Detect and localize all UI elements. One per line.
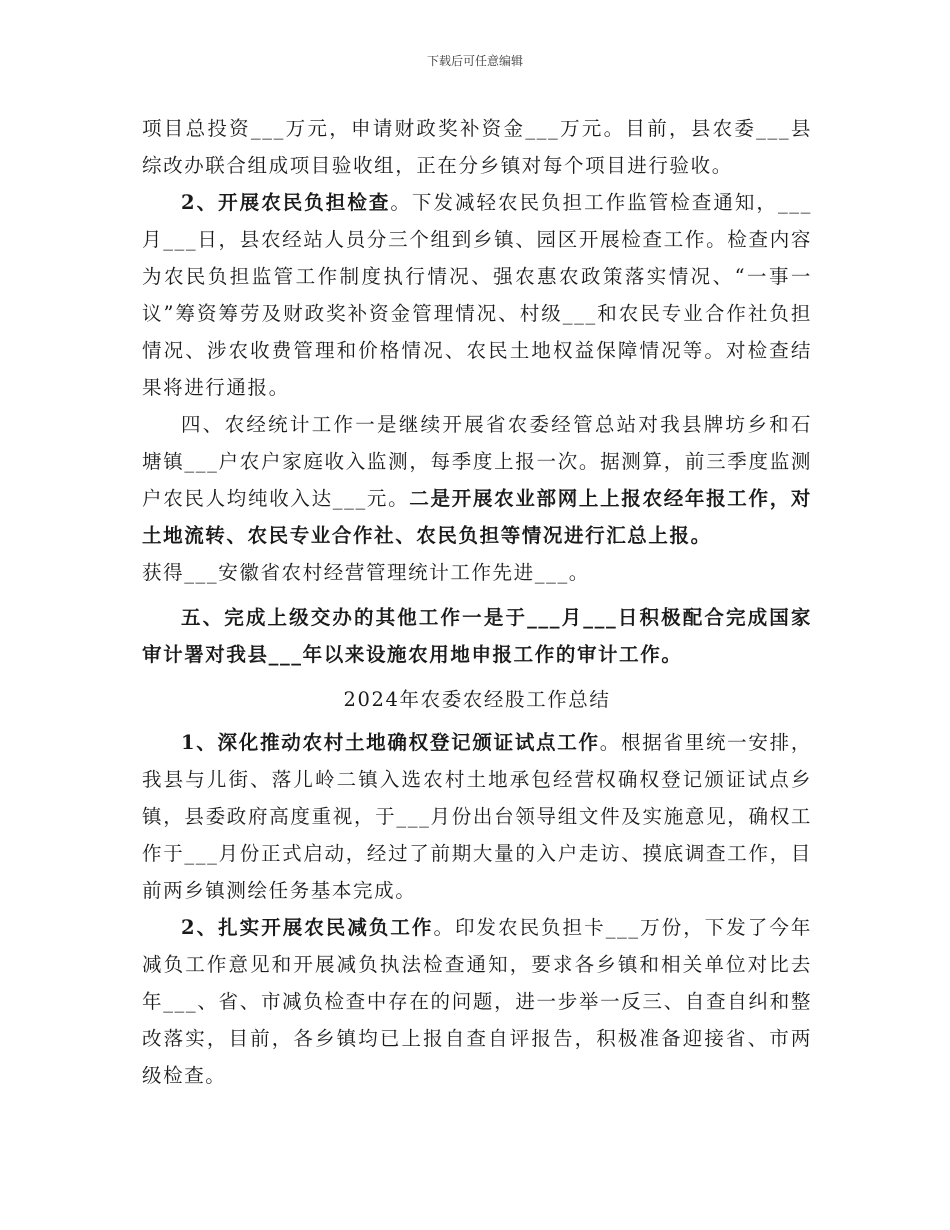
paragraph-4 <box>142 599 812 673</box>
page-header: 下载后可任意编辑 <box>426 54 523 68</box>
paragraph-6 <box>142 909 812 1094</box>
paragraph-6-heading: 2、扎实开展农民减负工作 <box>181 916 434 939</box>
paragraph-3-text: 四、农经统计工作一是继续开展省农委经管总站对我县牌坊乡和石塘镇___户农户家庭收入监测，每季度上报一次。据测算，前三季度监测户农民人均纯收入达___元。 <box>142 413 812 510</box>
paragraph-3-after: 获得___安徽省农村经营管理统计工作先进___。 <box>142 561 590 584</box>
paragraph-5-text: 。根据省里统一安排，我县与儿街、落儿岭二镇入选农村土地承包经营权确权登记颁证试点乡镇，县委政府高度重视，于___月份出台领导组文件及实施意见，确权工作于___月份正式启动，经过了前期大量的入户走访、摸底调查工作，目前两乡镇测绘任务基本完成。 <box>142 731 812 902</box>
paragraph-3-bold: 二是开展农业部网上上报农经年报工作，对土地流转、农民专业合作社、农民负担等情况进行汇总上报。 <box>142 487 812 547</box>
paragraph-3-continued <box>142 554 812 591</box>
paragraph-2-text: 。下发减轻农民负担工作监管检查通知，___月___日，县农经站人员分三个组到乡镇、园区开展检查工作。检查内容为农民负担监管工作制度执行情况、强农惠农政策落实情况、“一事一议”筹资筹劳及财政奖补资金管理情况、村级___和农民专业合作社负担情况、涉农收费管理和价格情况、农民土地权益保障情况等。对检查结果将进行通报。 <box>142 191 812 399</box>
paragraph-5 <box>142 724 812 909</box>
paragraph-4-text: 五、完成上级交办的其他工作一是于___月___日积极配合完成国家审计署对我县___年以来设施农用地申报工作的审计工作。 <box>142 606 812 666</box>
paragraph-5-heading: 1、深化推动农村土地确权登记颁证试点工作 <box>181 731 600 754</box>
paragraph-2-heading: 2、开展农民负担检查 <box>181 191 391 214</box>
paragraph-1-text: 项目总投资___万元，申请财政奖补资金___万元。目前，县农委___县综改办联合组成项目验收组，正在分乡镇对每个项目进行验收。 <box>142 117 812 177</box>
paragraph-2 <box>142 184 812 406</box>
paragraph-1 <box>142 110 812 184</box>
paragraph-6-text: 。印发农民负担卡___万份，下发了今年减负工作意见和开展减负执法检查通知，要求各乡镇和相关单位对比去年___、省、市减负检查中存在的问题，进一步举一反三、自查自纠和整改落实，目前，各乡镇均已上报自查自评报告，积极准备迎接省、市两级检查。 <box>142 916 812 1087</box>
section-title: 2024年农委农经股工作总结 <box>343 688 611 711</box>
paragraph-3 <box>142 406 812 554</box>
document-body <box>142 110 812 1094</box>
